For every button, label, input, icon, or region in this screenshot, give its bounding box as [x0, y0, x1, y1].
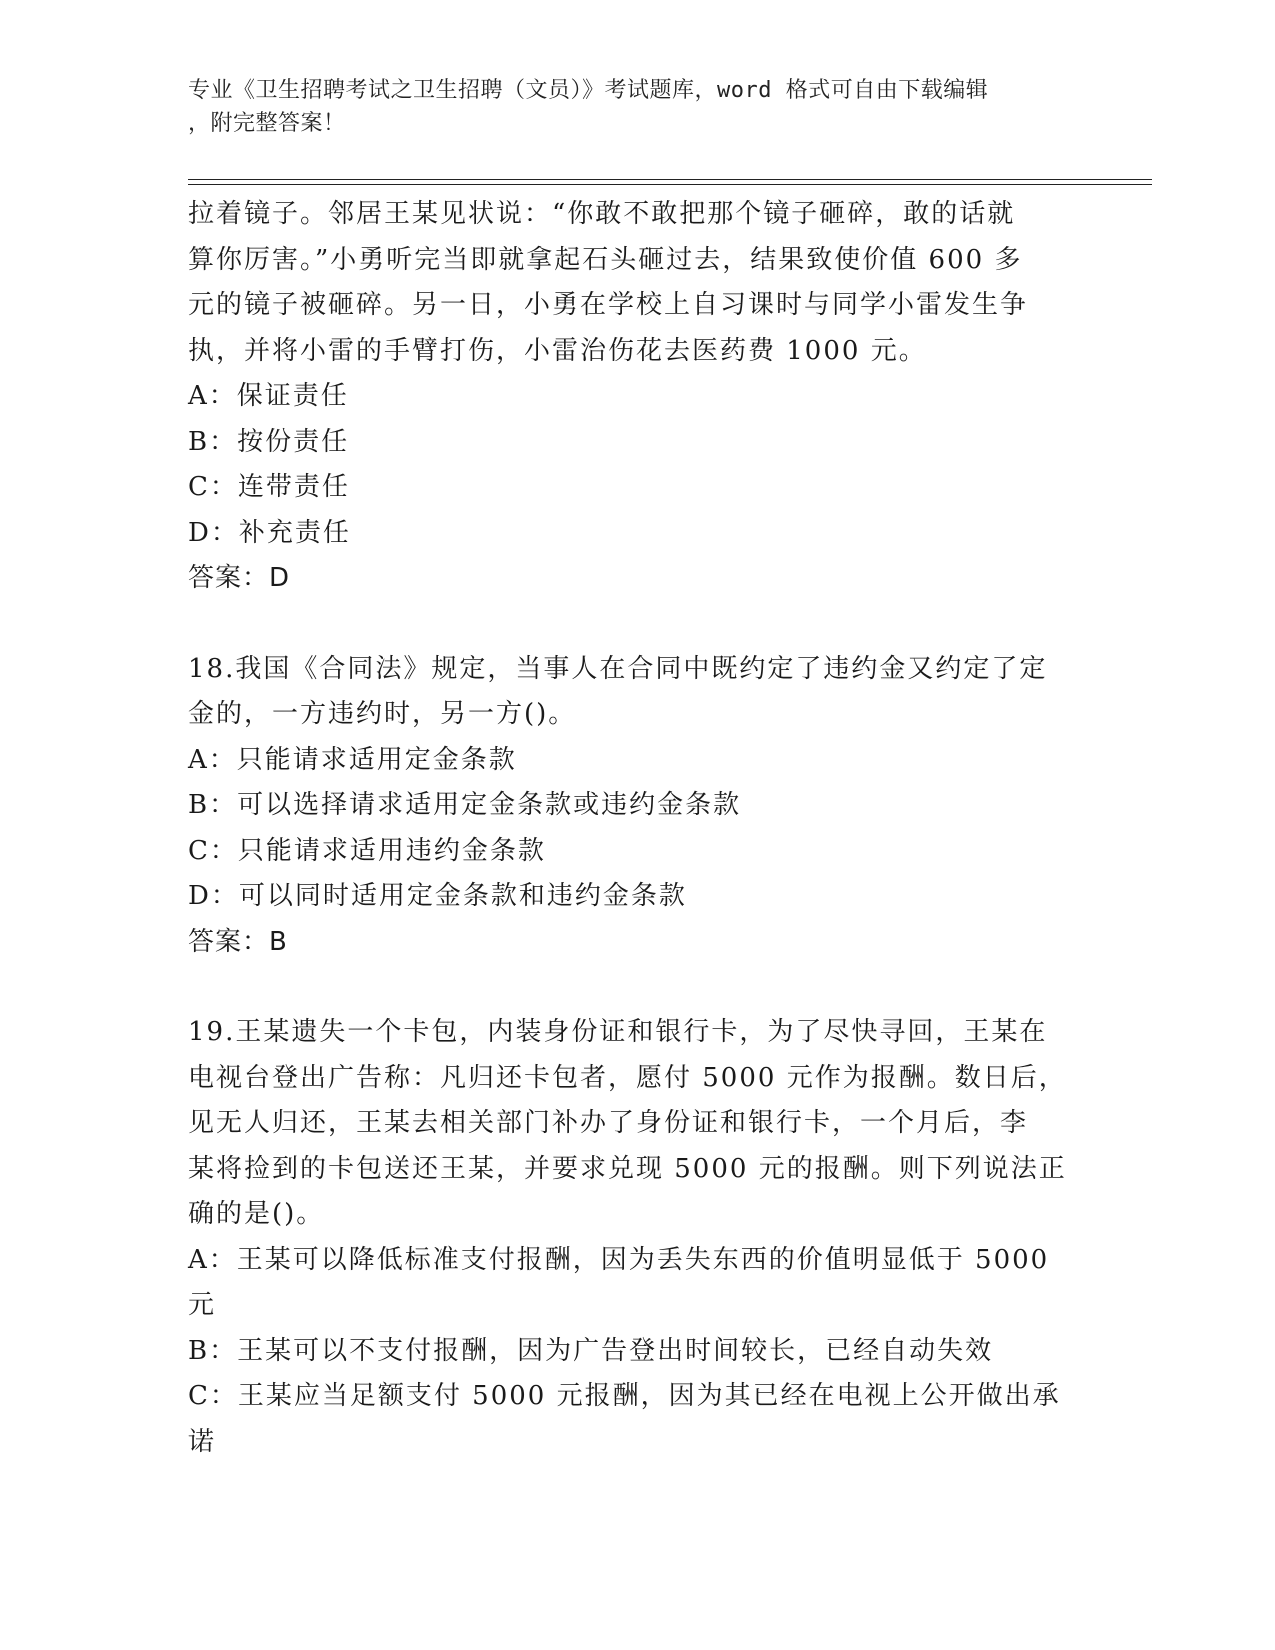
header-divider	[188, 179, 1152, 180]
question-stem-line: 金的，一方违约时，另一方()。	[188, 699, 577, 729]
question-stem-line: 18.我国《合同法》规定，当事人在合同中既约定了违约金又约定了定	[188, 653, 1048, 684]
question-stem-line: 元的镜子被砸碎。另一日，小勇在学校上自习课时与同学小雷发生争	[188, 290, 1029, 320]
header-line: ，附完整答案！	[188, 111, 346, 136]
option-b: B：可以选择请求适用定金条款或违约金条款	[188, 790, 742, 820]
document-header	[188, 74, 1068, 140]
question-stem-line: 算你厉害。”小勇听完当即就拿起石头砸过去，结果致使价值 600 多	[188, 244, 1023, 275]
answer-line: 答案：B	[188, 926, 288, 957]
option-a-continued: 元	[188, 1290, 217, 1320]
question-stem-line: 某将捡到的卡包送还王某，并要求兑现 5000 元的报酬。则下列说法正	[188, 1153, 1067, 1184]
option-d: D：可以同时适用定金条款和违约金条款	[188, 881, 687, 911]
option-c: C：连带责任	[188, 472, 350, 502]
option-c-continued: 诺	[188, 1426, 217, 1457]
question-stem-line: 执，并将小雷的手臂打伤，小雷治伤花去医药费 1000 元。	[188, 335, 927, 366]
answer-line: 答案：D	[188, 563, 291, 593]
option-d: D：补充责任	[188, 517, 351, 548]
question-block-18	[188, 647, 1088, 966]
option-a: A：只能请求适用定金条款	[188, 744, 517, 775]
question-stem-line: 确的是()。	[188, 1199, 325, 1229]
option-a: A：王某可以降低标准支付报酬，因为丢失东西的价值明显低于 5000	[188, 1244, 1050, 1275]
question-stem-line: 19.王某遗失一个卡包，内装身份证和银行卡，为了尽快寻回，王某在	[188, 1017, 1048, 1047]
option-c: C：只能请求适用违约金条款	[188, 835, 546, 866]
question-stem-line: 拉着镜子。邻居王某见状说：“你敢不敢把那个镜子砸碎，敢的话就	[188, 199, 1016, 229]
spacer	[188, 965, 1088, 1010]
option-c: C：王某应当足额支付 5000 元报酬，因为其已经在电视上公开做出承	[188, 1381, 1061, 1411]
question-block-17	[188, 192, 1088, 602]
header-line: 专业《卫生招聘考试之卫生招聘（文员）》考试题库，word 格式可自由下载编辑	[188, 78, 989, 103]
question-stem-line: 见无人归还，王某去相关部门补办了身份证和银行卡，一个月后，李	[188, 1108, 1029, 1138]
spacer	[188, 602, 1088, 647]
header-divider	[188, 184, 1152, 185]
question-block-19	[188, 1010, 1088, 1465]
document-body	[188, 192, 1088, 1465]
option-b: B：王某可以不支付报酬，因为广告登出时间较长，已经自动失效	[188, 1335, 994, 1366]
question-stem-line: 电视台登出广告称：凡归还卡包者，愿付 5000 元作为报酬。数日后，	[188, 1062, 1067, 1093]
option-b: B：按份责任	[188, 426, 350, 457]
option-a: A：保证责任	[188, 381, 349, 411]
